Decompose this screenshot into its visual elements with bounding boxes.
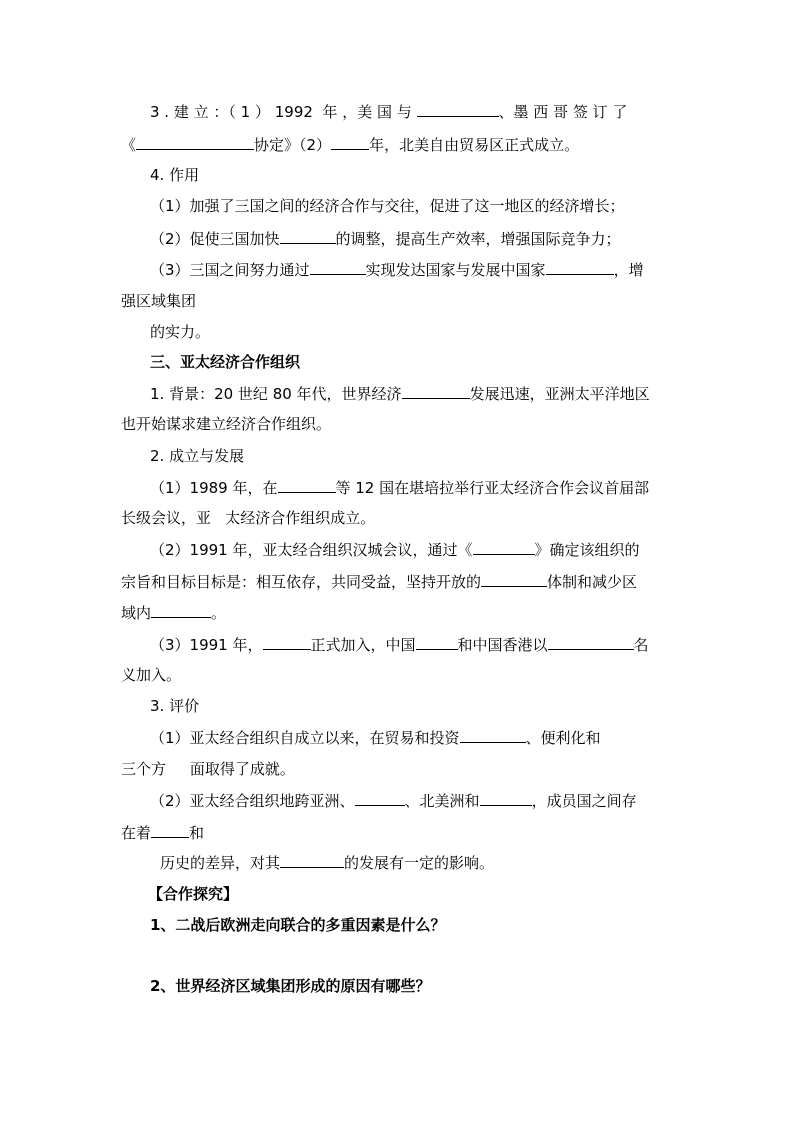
blank[interactable] — [310, 259, 366, 275]
question-2: 2、世界经济区域集团形成的原因有哪些？ — [150, 977, 431, 995]
blank[interactable] — [473, 539, 535, 555]
line-evaluation-1: （1）亚太经合组织自成立以来，在贸易和投资 、便利化和 — [150, 729, 601, 747]
heading-evaluation: 3. 评价 — [150, 697, 200, 715]
line-evaluation-2-end: 历史的差异，对其 的发展有一定的影响。 — [160, 854, 495, 872]
blank[interactable] — [481, 571, 547, 587]
line-function-3-end: 的实力。 — [150, 323, 211, 341]
blank[interactable] — [546, 259, 614, 275]
line-founding-1-cont: 长级会议，亚 太经济合作组织成立。 — [121, 509, 376, 527]
blank[interactable] — [548, 634, 634, 650]
blank[interactable] — [480, 790, 532, 806]
line-evaluation-2-cont: 在着 和 — [121, 824, 205, 842]
line-founding-2-end: 域内 。 — [121, 604, 227, 622]
line-founding-3-cont: 义加入。 — [121, 666, 182, 684]
blank[interactable] — [402, 383, 470, 399]
blank[interactable] — [280, 852, 344, 868]
heading-function: 4. 作用 — [150, 166, 200, 184]
blank[interactable] — [280, 228, 336, 244]
line-function-1: （1）加强了三国之间的经济合作与交往，促进了这一地区的经济增长； — [150, 197, 625, 215]
line-background: 1. 背景：20 世纪 80 年代，世界经济 发展迅速，亚洲太平洋地区 — [150, 385, 650, 403]
blank[interactable] — [416, 634, 458, 650]
blank[interactable] — [355, 790, 405, 806]
heading-founding: 2. 成立与发展 — [150, 447, 245, 465]
line-founding-1: （1）1989 年，在 等 12 国在堪培拉举行亚太经济合作会议首届部 — [150, 479, 650, 497]
blank[interactable] — [278, 477, 336, 493]
blank[interactable] — [331, 134, 369, 150]
line-3-establish: 3 . 建 立 ：（ 1 ） 1992 年 ，美 国 与 、墨 西 哥 签 订 了 — [150, 103, 628, 121]
line-founding-2: （2）1991 年，亚太经合组织汉城会议，通过《 》确定该组织的 — [150, 541, 640, 559]
blank[interactable] — [136, 134, 254, 150]
blank[interactable] — [460, 727, 526, 743]
line-evaluation-2: （2）亚太经合组织地跨亚洲、 、北美洲和 ，成员国之间存 — [150, 792, 637, 810]
question-1: 1、二战后欧洲走向联合的多重因素是什么？ — [150, 916, 446, 934]
line-function-3: （3）三国之间努力通过 实现发达国家与发展中国家 ，增 — [150, 261, 644, 279]
line-function-2: （2）促使三国加快 的调整，提高生产效率，增强国际竞争力； — [150, 230, 621, 248]
blank[interactable] — [263, 634, 311, 650]
blank[interactable] — [151, 822, 189, 838]
line-founding-3: （3）1991 年， 正式加入，中国 和中国香港以 名 — [150, 636, 649, 654]
section-heading-apec: 三、亚太经济合作组织 — [150, 353, 301, 371]
blank[interactable] — [151, 602, 211, 618]
line-founding-2-cont: 宗旨和目标目标是：相互依存，共同受益，坚持开放的 体制和减少区 — [121, 573, 638, 591]
line-function-3-cont: 强区域集团 — [121, 292, 197, 310]
line-agreement: 《 协定》（2） 年，北美自由贸易区正式成立。 — [121, 136, 580, 154]
line-evaluation-1-cont: 三个方 面取得了成就。 — [121, 760, 295, 778]
heading-cooperative-inquiry: 【合作探究】 — [148, 885, 239, 903]
blank[interactable] — [417, 101, 499, 117]
line-background-cont: 也开始谋求建立经济合作组织。 — [121, 415, 332, 433]
